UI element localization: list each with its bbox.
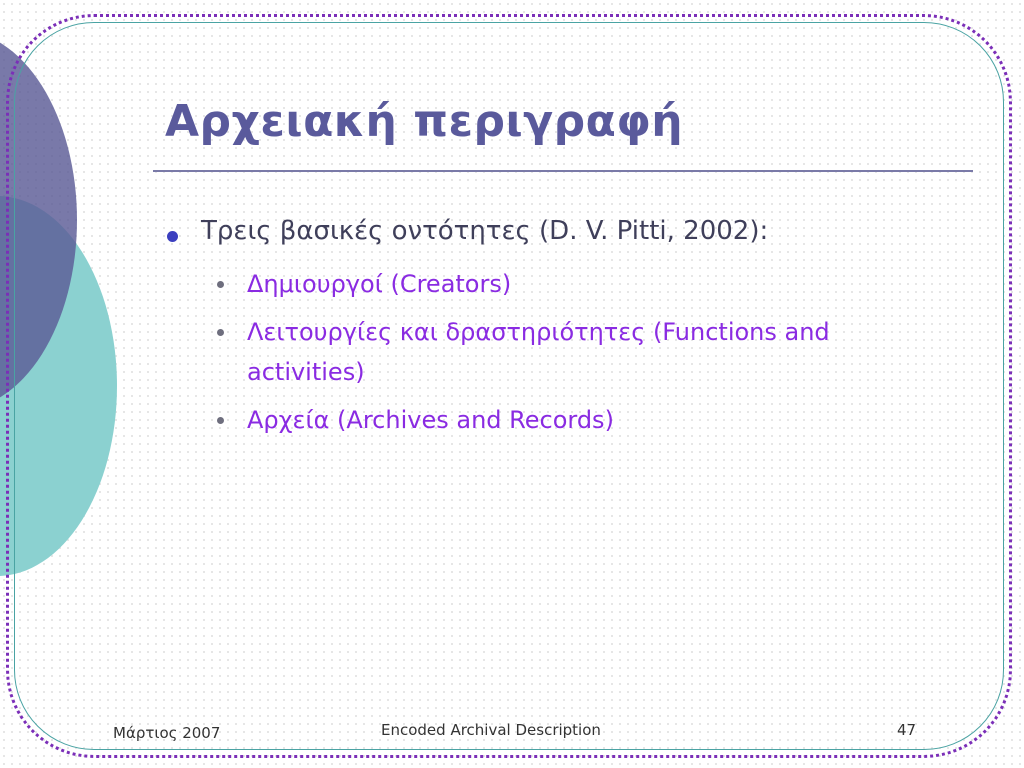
footer-title: Encoded Archival Description [381, 721, 601, 739]
footer-page-number: 47 [897, 721, 917, 739]
sub-bullet-functions: Λειτουργίες και δραστηριότητες (Functions and activities) [247, 318, 830, 386]
sub-bullet-dot-icon [217, 281, 224, 288]
sub-bullet-archives: Αρχεία (Archives and Records) [247, 406, 614, 434]
sub-bullet-dot-icon [217, 417, 224, 424]
title-divider [153, 170, 973, 172]
bullet-dot-icon [167, 231, 178, 242]
sub-bullet-dot-icon [217, 329, 224, 336]
sub-bullet-creators: Δημιουργοί (Creators) [247, 270, 512, 298]
slide-title: Αρχειακή περιγραφή [165, 96, 684, 147]
main-bullet-text: Τρεις βασικές οντότητες (D. V. Pitti, 2002): [201, 216, 769, 246]
footer-date: Μάρτιος 2007 [113, 724, 221, 742]
